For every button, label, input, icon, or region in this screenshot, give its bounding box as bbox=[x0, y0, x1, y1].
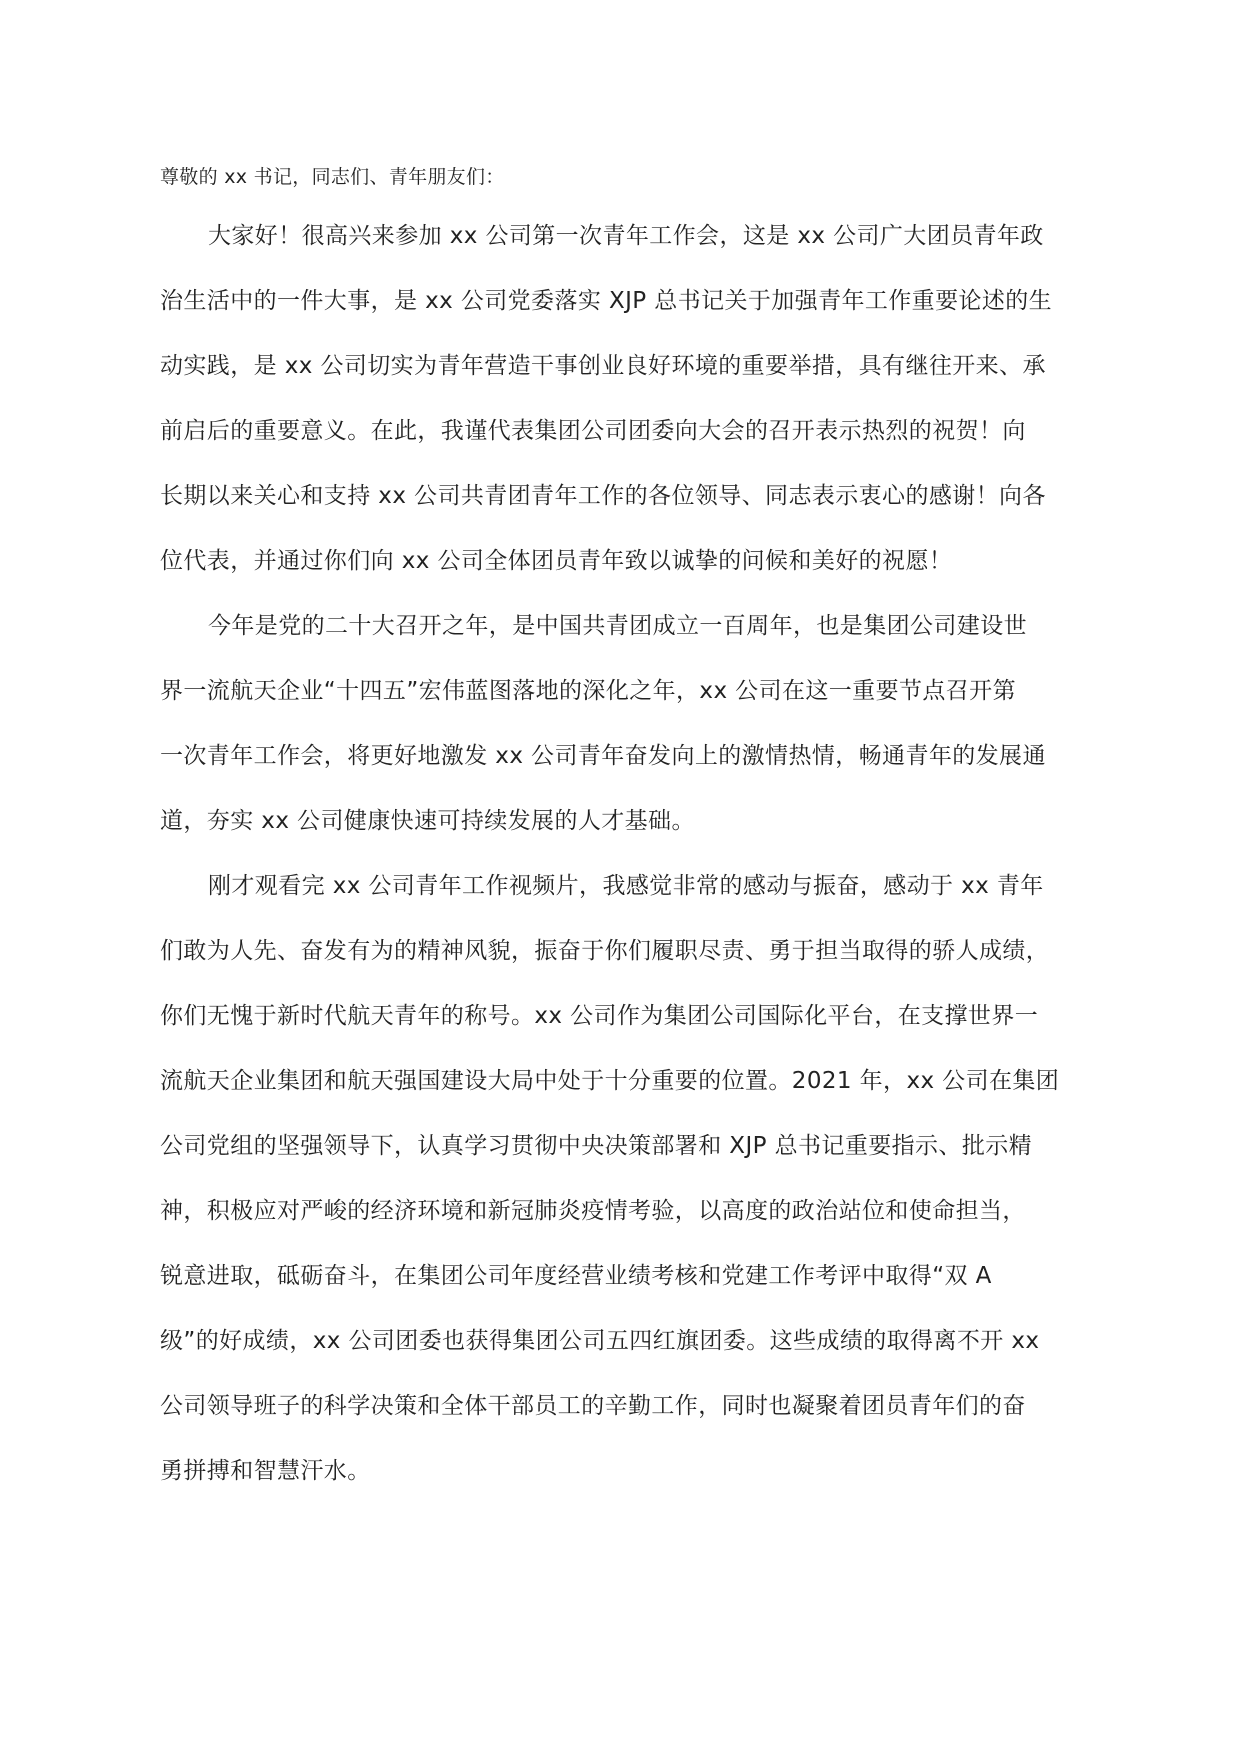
paragraph-line: 长期以来关心和支持 xx 公司共青团青年工作的各位领导、同志表示衷心的感谢！向各 bbox=[160, 483, 1046, 509]
paragraph-line: 大家好！很高兴来参加 xx 公司第一次青年工作会，这是 xx 公司广大团员青年政 bbox=[208, 223, 1044, 249]
paragraph-line: 你们无愧于新时代航天青年的称号。xx 公司作为集团公司国际化平台，在支撑世界一 bbox=[160, 1003, 1039, 1029]
paragraph-line: 公司党组的坚强领导下，认真学习贯彻中央决策部署和 XJP 总书记重要指示、批示精 bbox=[160, 1133, 1033, 1159]
paragraph-line: 级”的好成绩，xx 公司团委也获得集团公司五四红旗团委。这些成绩的取得离不开 xx bbox=[160, 1328, 1040, 1354]
paragraph-line: 道，夯实 xx 公司健康快速可持续发展的人才基础。 bbox=[160, 808, 695, 834]
paragraph-line: 公司领导班子的科学决策和全体干部员工的辛勤工作，同时也凝聚着团员青年们的奋 bbox=[160, 1393, 1026, 1419]
paragraph-line: 前启后的重要意义。在此，我谨代表集团公司团委向大会的召开表示热烈的祝贺！向 bbox=[160, 418, 1026, 444]
salutation-line: 尊敬的 xx 书记，同志们、青年朋友们： bbox=[160, 166, 505, 188]
paragraph-line: 勇拼搏和智慧汗水。 bbox=[160, 1458, 371, 1484]
paragraph-line: 锐意进取，砥砺奋斗，在集团公司年度经营业绩考核和党建工作考评中取得“双 A bbox=[160, 1263, 992, 1289]
paragraph-line: 流航天企业集团和航天强国建设大局中处于十分重要的位置。2021 年，xx 公司在集团 bbox=[160, 1068, 1060, 1094]
paragraph-line: 界一流航天企业“十四五”宏伟蓝图落地的深化之年，xx 公司在这一重要节点召开第 bbox=[160, 678, 1016, 704]
paragraph-line: 们敢为人先、奋发有为的精神风貌，振奋于你们履职尽责、勇于担当取得的骄人成绩， bbox=[160, 938, 1050, 964]
paragraph-line: 今年是党的二十大召开之年，是中国共青团成立一百周年，也是集团公司建设世 bbox=[208, 613, 1027, 639]
paragraph-line: 位代表，并通过你们向 xx 公司全体团员青年致以诚挚的问候和美好的祝愿！ bbox=[160, 548, 953, 574]
paragraph-line: 一次青年工作会，将更好地激发 xx 公司青年奋发向上的激情热情，畅通青年的发展通 bbox=[160, 743, 1046, 769]
paragraph-line: 治生活中的一件大事，是 xx 公司党委落实 XJP 总书记关于加强青年工作重要论述的生 bbox=[160, 288, 1053, 314]
paragraph-line: 动实践，是 xx 公司切实为青年营造干事创业良好环境的重要举措，具有继往开来、承 bbox=[160, 353, 1046, 379]
paragraph-line: 刚才观看完 xx 公司青年工作视频片，我感觉非常的感动与振奋，感动于 xx 青年 bbox=[208, 873, 1044, 899]
paragraph-line: 神，积极应对严峻的经济环境和新冠肺炎疫情考验，以高度的政治站位和使命担当， bbox=[160, 1198, 1026, 1224]
